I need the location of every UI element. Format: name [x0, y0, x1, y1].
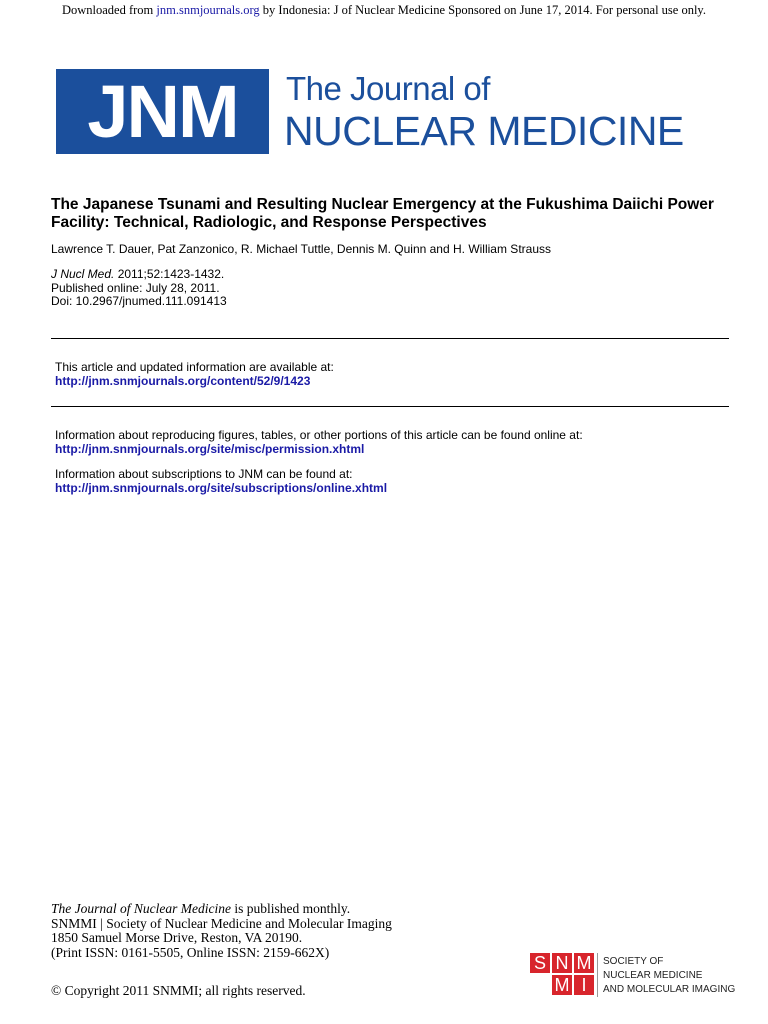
- reproduce-info: [55, 428, 583, 456]
- divider-bottom: [51, 406, 729, 407]
- citation-volume: 2011;52:1423-1432.: [114, 267, 225, 281]
- journal-name-line1: The Journal of: [286, 70, 490, 107]
- snmmi-letter-n: N: [552, 953, 572, 973]
- divider-top: [51, 338, 729, 339]
- subscription-info: [55, 467, 387, 495]
- snmmi-text-line1: SOCIETY OF: [603, 956, 664, 967]
- snmmi-logo: [530, 953, 740, 997]
- banner-prefix: Downloaded from: [61, 3, 157, 17]
- subscribe-text: Information about subscriptions to JNM can be found at:: [55, 467, 353, 481]
- article-link[interactable]: http://jnm.snmjournals.org/content/52/9/1423: [55, 374, 311, 388]
- permission-link[interactable]: http://jnm.snmjournals.org/site/misc/permission.xhtml: [55, 442, 365, 456]
- citation-block: [51, 268, 227, 309]
- snmmi-divider: [597, 953, 598, 997]
- snmmi-text-line2: NUCLEAR MEDICINE: [603, 970, 703, 981]
- citation-line: [51, 268, 227, 282]
- updated-info: [55, 360, 334, 388]
- journal-abbrev: J Nucl Med.: [51, 267, 115, 281]
- authors: Lawrence T. Dauer, Pat Zanzonico, R. Michael Tuttle, Dennis M. Quinn and H. William Strauss: [51, 242, 551, 256]
- snmmi-text-line3: AND MOLECULAR IMAGING: [603, 984, 736, 995]
- banner-link[interactable]: jnm.snmjournals.org: [156, 3, 260, 17]
- publisher-footer: [51, 902, 392, 960]
- journal-italic: The Journal of Nuclear Medicine: [51, 901, 231, 916]
- updated-text: This article and updated information are available at:: [55, 360, 334, 374]
- snmmi-letter-m1: M: [574, 953, 594, 973]
- jnm-logo: [56, 69, 269, 154]
- snmmi-letter-i: I: [574, 975, 594, 995]
- published-monthly-line: [51, 902, 392, 917]
- address: 1850 Samuel Morse Drive, Reston, VA 20190.: [51, 930, 303, 945]
- copyright: © Copyright 2011 SNMMI; all rights reserved.: [51, 983, 306, 998]
- issn: (Print ISSN: 0161-5505, Online ISSN: 2159-662X): [51, 944, 330, 960]
- reproduce-text: Information about reproducing figures, tables, or other portions of this article can be found online at:: [55, 428, 583, 442]
- society-name: SNMMI | Society of Nuclear Medicine and Molecular Imaging: [51, 915, 392, 931]
- journal-name-line2: NUCLEAR MEDICINE: [284, 108, 684, 154]
- snmmi-letter-m2: M: [552, 975, 572, 995]
- doi: Doi: 10.2967/jnumed.111.091413: [51, 294, 227, 308]
- download-banner: [40, 3, 728, 17]
- banner-suffix: by Indonesia: J of Nuclear Medicine Sponsored on June 17, 2014. For personal use only.: [259, 3, 706, 17]
- jnm-logo-text: JNM: [87, 70, 238, 153]
- published-date: Published online: July 28, 2011.: [51, 280, 220, 295]
- snmmi-letter-s: S: [530, 953, 550, 973]
- published-monthly: is published monthly.: [230, 901, 351, 916]
- subscription-link[interactable]: http://jnm.snmjournals.org/site/subscriptions/online.xhtml: [55, 481, 388, 495]
- article-title: The Japanese Tsunami and Resulting Nuclear Emergency at the Fukushima Daiichi Power Facility: Technical, Radiologic, and Response Perspectives: [51, 196, 714, 231]
